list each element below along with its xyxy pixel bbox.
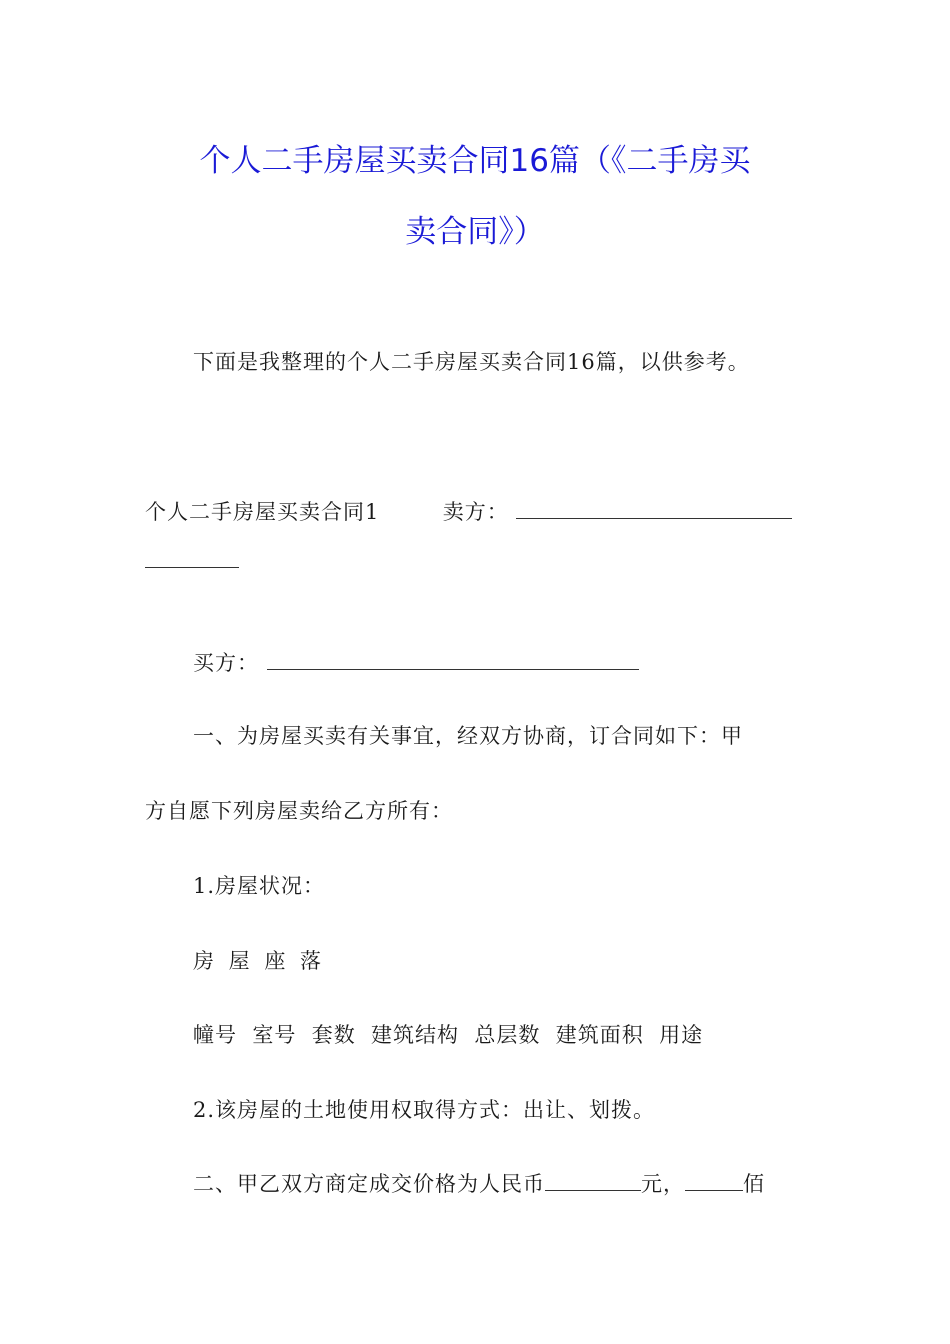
price-blank-line [545,1189,641,1191]
intro-paragraph: 下面是我整理的个人二手房屋买卖合同16篇，以供参考。 [193,350,750,374]
clause-2-mid: 元， [641,1172,685,1196]
seller-blank-line [516,517,792,519]
clause-2-prefix: 二、甲乙双方商定成交价格为人民币 [193,1172,545,1196]
buyer-blank-line [267,668,639,670]
document-title-line-1: 个人二手房屋买卖合同16篇（《二手房买 [199,143,751,179]
contract-heading: 个人二手房屋买卖合同1 [145,500,380,524]
clause-1-line-1: 一、为房屋买卖有关事宜，经双方协商，订合同如下：甲 [193,724,743,748]
document-title-line-2: 卖合同》） [405,214,545,250]
clause-2-row [193,1168,765,1198]
hundreds-blank-line [685,1189,743,1191]
house-location-label: 房 屋 座 落 [193,949,323,973]
buyer-row [193,647,639,677]
item-2-land-use: 2.该房屋的土地使用权取得方式：出让、划拨。 [193,1098,656,1122]
house-table-columns: 幢号 室号 套数 建筑结构 总层数 建筑面积 用途 [193,1023,704,1047]
buyer-label: 买方： [193,651,259,675]
seller-label: 卖方： [442,500,509,524]
clause-1-line-2: 方自愿下列房屋卖给乙方所有： [145,799,453,823]
contract-heading-row [145,496,792,526]
clause-2-suffix: 佰 [743,1172,765,1196]
seller-blank-line-continued [145,567,239,568]
item-1-house-status: 1.房屋状况： [193,874,326,898]
